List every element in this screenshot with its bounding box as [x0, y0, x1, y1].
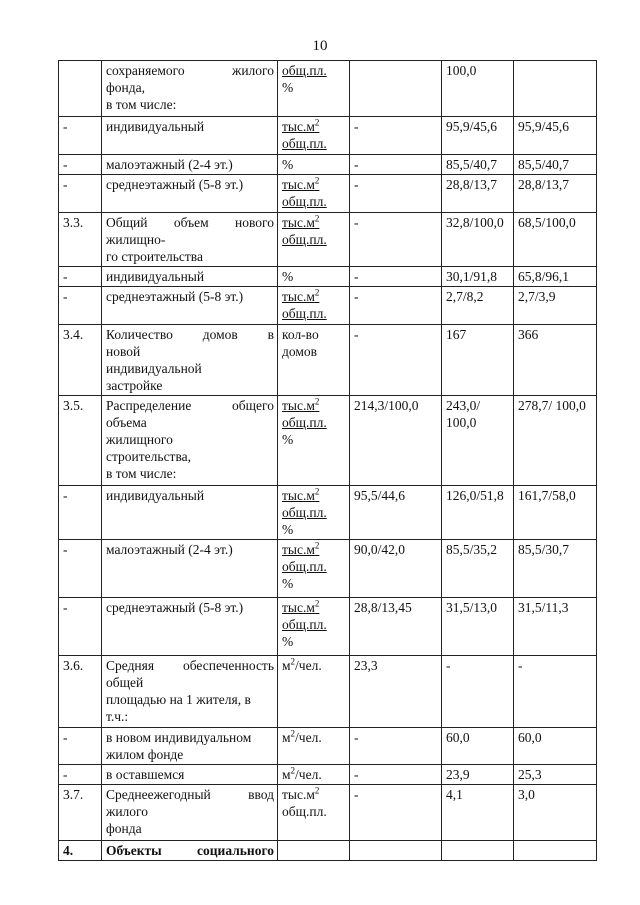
value-base-cell: -: [350, 785, 442, 841]
unit-line: $м^2$/чел.: [282, 728, 322, 745]
unit-line: общ.пл.: [282, 136, 327, 151]
unit-line: $тыс.м^2$: [282, 598, 320, 615]
unit-line: $тыс.м^2$: [282, 540, 320, 557]
value-stage2-cell: 366: [514, 325, 597, 396]
indicator-name-line: жилом фонде: [106, 747, 184, 762]
indicator-name-line: малоэтажный (2-4 эт.): [106, 157, 233, 172]
value-base-cell: 23,3: [350, 656, 442, 728]
row-number-cell: 3.7.: [59, 785, 102, 841]
unit-line: %: [282, 80, 294, 95]
indicator-name-line: го строительства: [106, 249, 203, 264]
unit-line: общ.пл.: [282, 559, 327, 574]
indicator-name-cell: [102, 396, 278, 486]
value-stage1-cell: 31,5/13,0: [442, 598, 514, 656]
unit-line: $м^2$/чел.: [282, 656, 322, 673]
unit-line: кол-во: [282, 327, 319, 342]
indicator-name-cell: [102, 117, 278, 155]
indicator-name-line: индивидуальной: [106, 361, 202, 376]
table-row: [59, 728, 597, 765]
value-stage1-cell: 32,8/100,0: [442, 213, 514, 267]
value-stage2-cell: 95,9/45,6: [514, 117, 597, 155]
row-number-cell: -: [59, 287, 102, 325]
unit-cell: [278, 598, 350, 656]
indicator-name-line: в том числе:: [106, 466, 177, 481]
indicator-name-line: жилищного: [106, 432, 173, 447]
value-stage2-cell: 2,7/3,9: [514, 287, 597, 325]
value-base-cell: 28,8/13,45: [350, 598, 442, 656]
unit-cell: [278, 765, 350, 785]
table-row: [59, 598, 597, 656]
value-base-cell: 214,3/100,0: [350, 396, 442, 486]
indicator-name-cell: [102, 765, 278, 785]
unit-line: домов: [282, 344, 318, 359]
row-number-cell: 3.6.: [59, 656, 102, 728]
unit-line: $тыс.м^2$: [282, 117, 320, 134]
indicator-name-cell: [102, 213, 278, 267]
indicator-name-line: застройке: [106, 378, 163, 393]
unit-line: общ.пл.: [282, 505, 327, 520]
indicator-name-cell: [102, 656, 278, 728]
unit-cell: [278, 396, 350, 486]
indicator-name-line: среднеэтажный (5-8 эт.): [106, 289, 244, 304]
indicator-name-line: площадью на 1 жителя, в: [106, 692, 251, 707]
value-stage1-cell: 28,8/13,7: [442, 175, 514, 213]
unit-cell: [278, 841, 350, 861]
unit-line: $тыс.м^2$: [282, 213, 320, 230]
indicator-name-line: в новом индивидуальном: [106, 730, 252, 745]
indicator-name-line: малоэтажный (2-4 эт.): [106, 542, 233, 557]
value-stage1-cell: 100,0: [442, 61, 514, 117]
table-row: [59, 287, 597, 325]
value-base-cell: [350, 841, 442, 861]
unit-line: %: [282, 522, 294, 537]
indicator-name-cell: [102, 287, 278, 325]
indicator-name-line: Среднеежегодный ввод: [106, 787, 274, 802]
indicator-name-cell: [102, 785, 278, 841]
unit-cell: [278, 287, 350, 325]
value-stage2-cell: 3,0: [514, 785, 597, 841]
table-row: [59, 396, 597, 486]
indicator-name-line: т.ч.:: [106, 709, 129, 724]
indicator-name-line: сохраняемого жилого: [106, 63, 274, 78]
row-number-cell: -: [59, 267, 102, 287]
table-row: [59, 540, 597, 598]
table-body: [59, 61, 597, 861]
unit-cell: [278, 175, 350, 213]
indicator-name-line: Распределение общего: [106, 398, 274, 413]
unit-cell: [278, 486, 350, 540]
unit-line: %: [282, 157, 294, 172]
value-stage1-cell: 243,0/ 100,0: [442, 396, 514, 486]
indicator-name-cell: [102, 486, 278, 540]
indicator-name-line: в оставшемся: [106, 767, 185, 782]
indicator-name-cell: [102, 598, 278, 656]
unit-cell: [278, 213, 350, 267]
unit-line: общ.пл.: [282, 804, 327, 819]
value-stage1-cell: 60,0: [442, 728, 514, 765]
value-stage1-cell: 2,7/8,2: [442, 287, 514, 325]
table-row: [59, 656, 597, 728]
value-base-cell: -: [350, 267, 442, 287]
indicator-name-line: Средняя обеспеченность: [106, 658, 274, 673]
table-row: [59, 155, 597, 175]
row-number-cell: -: [59, 540, 102, 598]
indicator-name-line: Объекты социального: [106, 843, 274, 858]
row-number-cell: 3.4.: [59, 325, 102, 396]
table-row: [59, 213, 597, 267]
value-stage1-cell: 95,9/45,6: [442, 117, 514, 155]
unit-line: %: [282, 269, 294, 284]
value-stage2-cell: [514, 841, 597, 861]
unit-cell: [278, 155, 350, 175]
value-stage1-cell: 85,5/40,7: [442, 155, 514, 175]
unit-cell: [278, 61, 350, 117]
value-stage2-cell: 85,5/40,7: [514, 155, 597, 175]
indicator-name-line: Общий объем нового: [106, 215, 274, 230]
value-stage2-cell: 68,5/100,0: [514, 213, 597, 267]
indicator-name-cell: [102, 728, 278, 765]
indicator-name-cell: [102, 155, 278, 175]
value-stage2-cell: 25,3: [514, 765, 597, 785]
unit-line: $тыс.м^2$: [282, 785, 320, 802]
unit-line: общ.пл.: [282, 415, 327, 430]
table-row: [59, 785, 597, 841]
unit-line: $тыс.м^2$: [282, 287, 320, 304]
table-row: [59, 175, 597, 213]
unit-cell: [278, 728, 350, 765]
unit-line: общ.пл.: [282, 194, 327, 209]
value-stage2-cell: -: [514, 656, 597, 728]
row-number-cell: 3.5.: [59, 396, 102, 486]
indicator-name-line: фонда: [106, 821, 142, 836]
value-base-cell: -: [350, 117, 442, 155]
value-stage1-cell: 167: [442, 325, 514, 396]
unit-line: $тыс.м^2$: [282, 486, 320, 503]
value-stage2-cell: [514, 61, 597, 117]
indicator-name-line: индивидуальный: [106, 119, 205, 134]
indicator-name-cell: [102, 175, 278, 213]
value-stage2-cell: 31,5/11,3: [514, 598, 597, 656]
unit-cell: [278, 117, 350, 155]
value-stage1-cell: 23,9: [442, 765, 514, 785]
table-row: [59, 325, 597, 396]
indicator-name-line: Количество домов в: [106, 327, 274, 342]
table-row: [59, 841, 597, 861]
value-stage1-cell: 4,1: [442, 785, 514, 841]
value-base-cell: 95,5/44,6: [350, 486, 442, 540]
unit-line: %: [282, 576, 294, 591]
indicators-table: [58, 60, 597, 861]
indicator-name-line: индивидуальный: [106, 488, 205, 503]
table-row: [59, 486, 597, 540]
unit-cell: [278, 325, 350, 396]
indicator-name-cell: [102, 540, 278, 598]
row-number-cell: -: [59, 117, 102, 155]
table-row: [59, 267, 597, 287]
value-stage2-cell: 278,7/ 100,0: [514, 396, 597, 486]
value-stage2-cell: 85,5/30,7: [514, 540, 597, 598]
indicator-name-line: строительства,: [106, 449, 192, 464]
value-stage1-cell: 30,1/91,8: [442, 267, 514, 287]
page-number: 10: [312, 38, 328, 54]
indicator-name-line: общей: [106, 675, 144, 690]
indicator-name-cell: [102, 325, 278, 396]
indicator-name-line: новой: [106, 344, 141, 359]
row-number-cell: -: [59, 486, 102, 540]
row-number-cell: -: [59, 155, 102, 175]
value-stage1-cell: -: [442, 656, 514, 728]
value-stage2-cell: 161,7/58,0: [514, 486, 597, 540]
table-row: [59, 61, 597, 117]
value-stage2-cell: 65,8/96,1: [514, 267, 597, 287]
value-stage2-cell: 60,0: [514, 728, 597, 765]
unit-line: $тыс.м^2$: [282, 396, 320, 413]
unit-line: общ.пл.: [282, 617, 327, 632]
indicator-name-line: в том числе:: [106, 97, 177, 112]
value-base-cell: [350, 61, 442, 117]
indicator-name-line: среднеэтажный (5-8 эт.): [106, 600, 244, 615]
indicator-name-cell: [102, 267, 278, 287]
row-number-cell: 4.: [59, 841, 102, 861]
unit-line: общ.пл.: [282, 232, 327, 247]
indicator-name-line: объема: [106, 415, 147, 430]
row-number-cell: 3.3.: [59, 213, 102, 267]
unit-line: $м^2$/чел.: [282, 765, 322, 782]
value-base-cell: -: [350, 325, 442, 396]
unit-cell: [278, 656, 350, 728]
unit-cell: [278, 785, 350, 841]
unit-line: общ.пл.: [282, 306, 327, 321]
unit-cell: [278, 540, 350, 598]
unit-line: %: [282, 634, 294, 649]
value-base-cell: -: [350, 213, 442, 267]
unit-line: общ.пл.: [282, 63, 327, 78]
row-number-cell: -: [59, 765, 102, 785]
value-stage1-cell: 85,5/35,2: [442, 540, 514, 598]
value-stage2-cell: 28,8/13,7: [514, 175, 597, 213]
value-base-cell: 90,0/42,0: [350, 540, 442, 598]
unit-line: %: [282, 432, 294, 447]
indicator-name-line: жилого: [106, 804, 148, 819]
value-base-cell: -: [350, 728, 442, 765]
value-base-cell: -: [350, 765, 442, 785]
value-stage1-cell: 126,0/51,8: [442, 486, 514, 540]
value-base-cell: -: [350, 175, 442, 213]
value-stage1-cell: [442, 841, 514, 861]
indicator-name-line: жилищно-: [106, 232, 166, 247]
table-row: [59, 765, 597, 785]
table-row: [59, 117, 597, 155]
indicator-name-line: фонда,: [106, 80, 145, 95]
row-number-cell: [59, 61, 102, 117]
row-number-cell: -: [59, 598, 102, 656]
unit-line: $тыс.м^2$: [282, 175, 320, 192]
indicator-name-cell: [102, 841, 278, 861]
unit-cell: [278, 267, 350, 287]
indicator-name-cell: [102, 61, 278, 117]
row-number-cell: -: [59, 728, 102, 765]
indicator-name-line: индивидуальный: [106, 269, 205, 284]
row-number-cell: -: [59, 175, 102, 213]
indicator-name-line: среднеэтажный (5-8 эт.): [106, 177, 244, 192]
value-base-cell: -: [350, 287, 442, 325]
value-base-cell: -: [350, 155, 442, 175]
